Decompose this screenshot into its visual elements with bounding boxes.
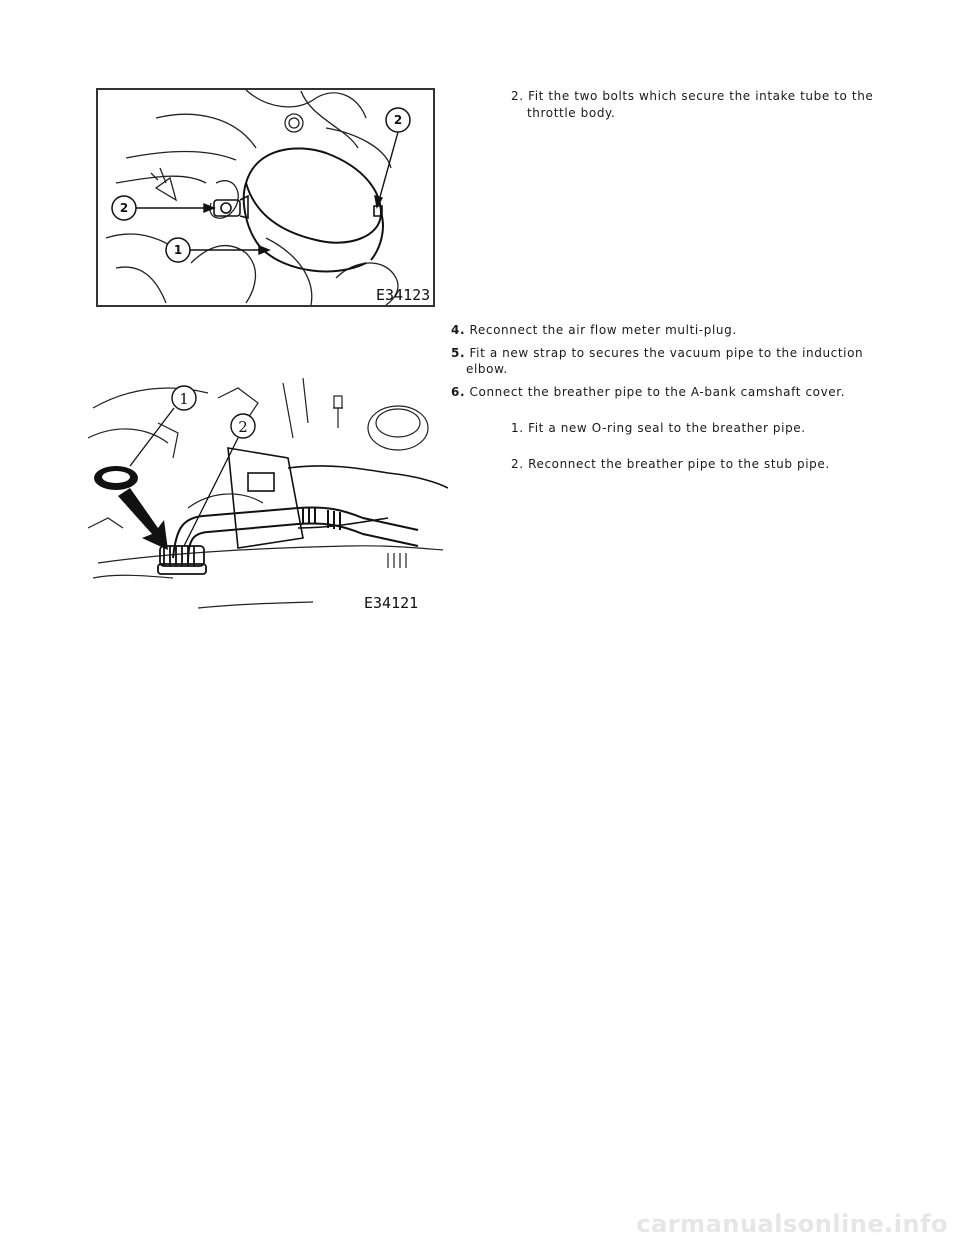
callout-2: 2 [238, 418, 248, 436]
figure-e34123 [96, 88, 436, 308]
figure-e34121 [88, 378, 448, 614]
figure-code: E34123 [376, 286, 431, 304]
step-6: 6. Connect the breather pipe to the A-bank camshaft cover. [451, 385, 846, 399]
callout-2-right: 2 [393, 113, 403, 127]
step-5-cont: elbow. [466, 362, 508, 376]
substep-reconnect: 2. Reconnect the breather pipe to the stub pipe. [511, 457, 830, 471]
callout-2-left: 2 [119, 201, 129, 215]
watermark: carmanualsonline.info [636, 1210, 948, 1238]
breather-pipe-illustration [88, 378, 448, 614]
substep-o-ring: 1. Fit a new O-ring seal to the breather pipe. [511, 421, 806, 435]
intake-tube-illustration [96, 88, 436, 308]
substep-fit-bolts: 2. Fit the two bolts which secure the intake tube to the [511, 89, 874, 103]
step-5: 5. Fit a new strap to secures the vacuum pipe to the induction [451, 346, 864, 360]
callout-1: 1 [179, 390, 189, 408]
callout-1: 1 [173, 243, 183, 257]
substep-fit-bolts-cont: throttle body. [527, 106, 616, 120]
step-4: 4. Reconnect the air flow meter multi-plug. [451, 323, 737, 337]
figure-code: E34121 [364, 594, 419, 612]
